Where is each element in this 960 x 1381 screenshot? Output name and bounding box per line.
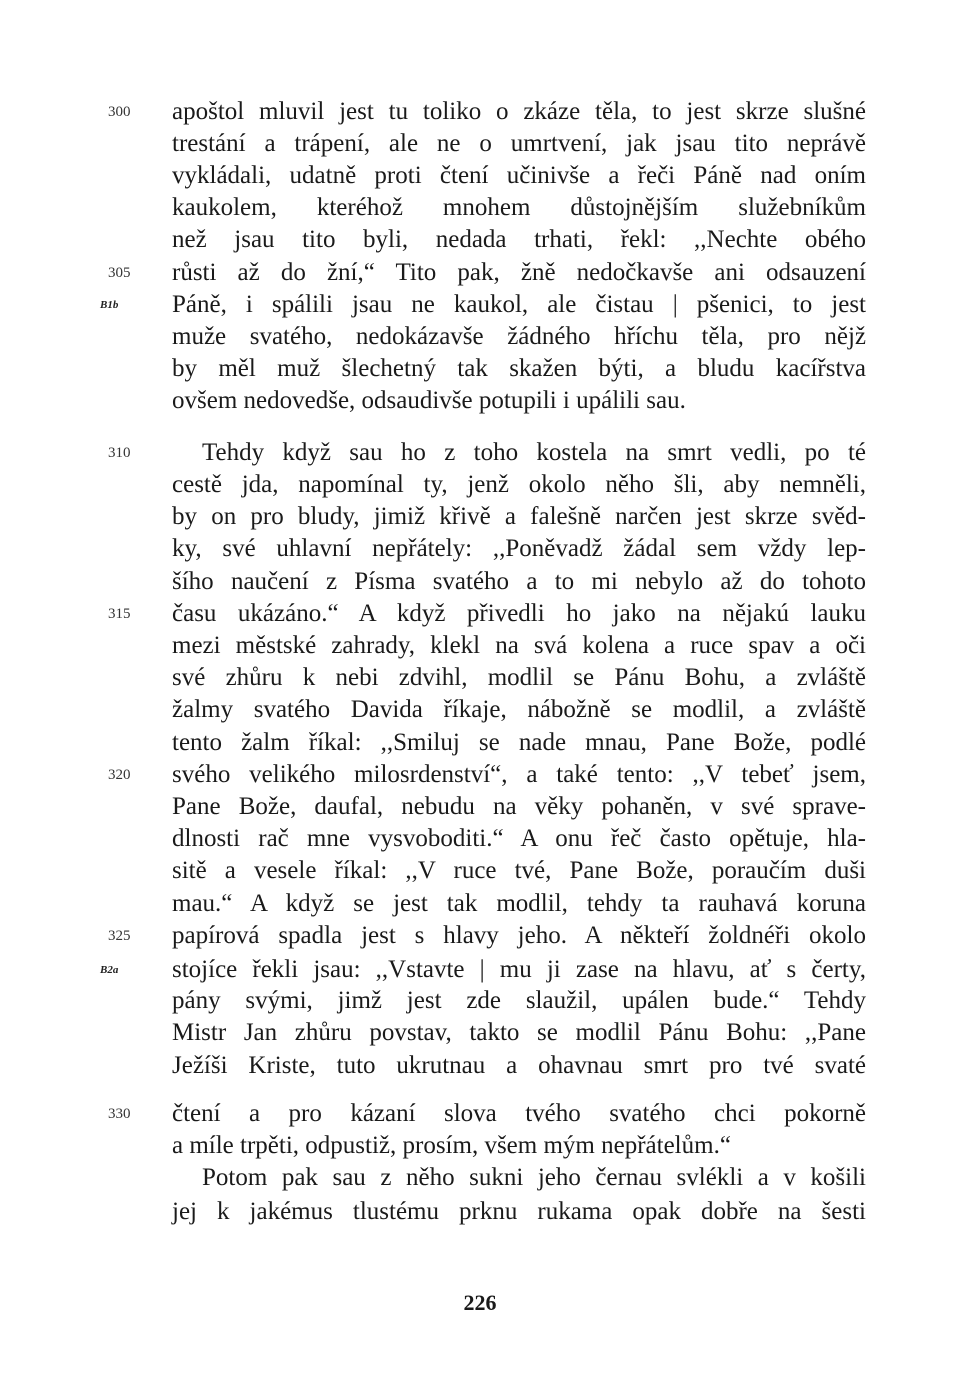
text-line: svého velikého milosrdenství“, a také tento: ,,V tebeť jsem, (172, 761, 866, 788)
line-number-325: 325 (108, 928, 131, 944)
text-line: pány svými, jimž jest zde slaužil, upálen bude.“ Tehdy (172, 987, 866, 1014)
line-number-330: 330 (108, 1106, 131, 1122)
text-line: čtení a pro kázaní slova tvého svatého chci pokorně (172, 1100, 866, 1127)
line-number-310: 310 (108, 445, 131, 461)
text-line: Mistr Jan zhůru povstav, takto se modlil Pánu Bohu: ,,Pane (172, 1019, 866, 1046)
text-line: Potom pak sau z něho sukni jeho černau svlékli a v košili (202, 1164, 866, 1191)
text-line: žalmy svatého Davida říkaje, nábožně se modlil, a zvláště (172, 696, 866, 723)
line-number-305: 305 (108, 265, 131, 281)
text-line: a míle trpěti, odpustiž, prosím, všem mým nepřátelům.“ (172, 1132, 731, 1159)
text-line: Tehdy když sau ho z toho kostela na smrt vedli, po té (202, 439, 866, 466)
text-line: by on pro bludy, jimiž křivě a falešně narčen jest skrze svěd- (172, 503, 866, 530)
text-line: mezi městské zahrady, klekl na svá kolena a ruce spav a oči (172, 632, 866, 659)
text-line: Pane Bože, daufal, nebudu na věky pohaněn, v své sprave- (172, 793, 866, 820)
text-line: své zhůru k nebi zdvihl, modlil se Pánu Bohu, a zvláště (172, 664, 866, 691)
text-line: šího naučení z Písma svatého a to mi nebylo až do tohoto (172, 568, 866, 595)
text-line: času ukázáno.“ A když přivedli ho jako na nějakú lauku (172, 600, 866, 627)
text-line: ky, své uhlavní nepřátely: ,,Poněvadž žádal sem vždy lep- (172, 535, 866, 562)
text-line: muže svatého, nedokázavše žádného hříchu těla, pro nějž (172, 323, 866, 350)
text-line: apoštol mluvil jest tu toliko o zkáze těla, to jest skrze slušné (172, 98, 866, 125)
text-line: cestě jda, napomínal ty, jenž okolo něho šli, aby nemněli, (172, 471, 866, 498)
text-line: stojíce řekli jsau: ,,Vstavte | mu ji zase na hlavu, ať s čerty, (172, 956, 866, 983)
margin-note-folio-b1b: B1b (100, 299, 119, 311)
text-line: by měl muž šlechetný tak skažen býti, a bludu kacířstva (172, 355, 866, 382)
page-number: 226 (463, 1290, 497, 1315)
text-line: trestání a trápení, ale ne o umrtvení, jak jsau tito neprávě (172, 130, 866, 157)
text-line: kaukolem, kteréhož mnohem důstojnějším služebníkům (172, 194, 866, 221)
line-number-300: 300 (108, 104, 131, 120)
text-line: vykládali, udatně proti čtení učinivše a řeči Páně nad oním (172, 162, 866, 189)
text-line: papírová spadla jest s hlavy jeho. A někteří žoldnéři okolo (172, 922, 866, 949)
margin-note-folio-b2a: B2a (100, 964, 119, 976)
text-line: ovšem nedovedše, odsaudivše potupili i upálili sau. (172, 387, 686, 414)
text-line: než jsau tito byli, nedada trhati, řekl: ,,Nechte obého (172, 226, 866, 253)
text-line: jej k jakémus tlustému prknu rukama opak dobře na šesti (172, 1198, 866, 1225)
text-line: růsti až do žní,“ Tito pak, žně nedočkavše ani odsauzení (172, 259, 866, 286)
line-number-315: 315 (108, 606, 131, 622)
text-line: Ježíši Kriste, tuto ukrutnau a ohavnau smrt pro tvé svaté (172, 1052, 866, 1079)
text-line: tento žalm říkal: ,,Smiluj se nade mnau, Pane Bože, podlé (172, 729, 866, 756)
text-line: dlnosti rač mne vysvoboditi.“ A onu řeč často opětuje, hla- (172, 825, 866, 852)
text-line: sitě a vesele říkal: ,,V ruce tvé, Pane Bože, poraučím duši (172, 857, 866, 884)
text-line: mau.“ A když se jest tak modlil, tehdy ta rauhavá koruna (172, 890, 866, 917)
text-line: Páně, i spálili jsau ne kaukol, ale čistau | pšenici, to jest (172, 291, 866, 318)
line-number-320: 320 (108, 767, 131, 783)
